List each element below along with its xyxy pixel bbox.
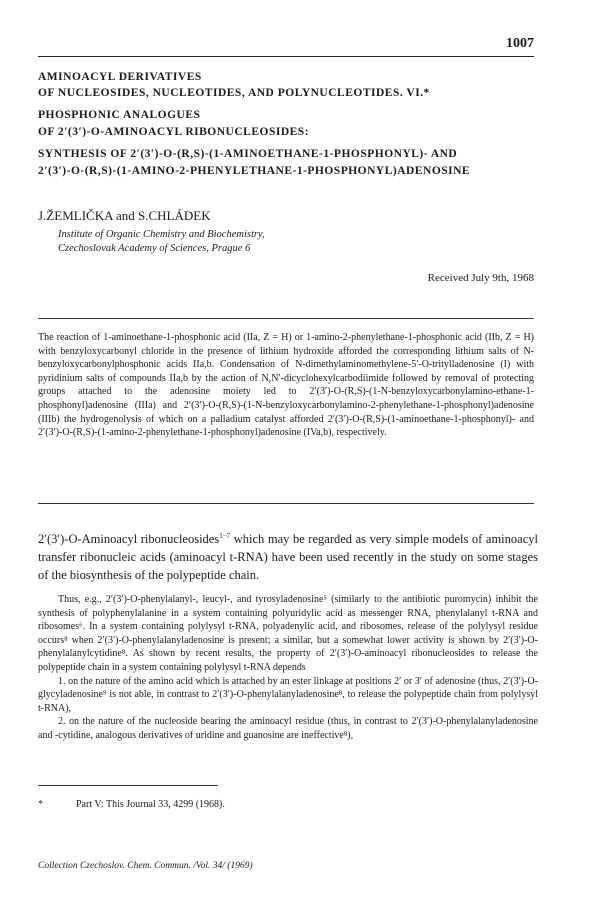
abstract-bottom-rule [38, 503, 534, 504]
authors: J.ŽEMLIČKA and S.CHLÁDEK [38, 208, 211, 223]
abstract-top-rule [38, 318, 534, 319]
abstract: The reaction of 1-aminoethane-1-phosphonic acid (IIa, Z = H) or 1-amino-2-phenylethane-1-phosphonic acid (IIb, Z = H) with benzyloxycarbonyl chloride in the presence of lithium hydroxide afforded the corresponding lithium salts of N-benzyloxycarbonylphosphonic acids IIa,b. Condensation of N-dimethylaminomethylene-5′-O-tritylladenosine (I) with pyridinium salts of compounds IIa,b by the action of N,N′-dicyclohexylcarbodiimide followed by removal of protecting groups attached to the adenosine moiety led to 2′(3′)-O-(R,S)-(1-N-benzyloxycarbonylamino-ethane-1-phosphonyl)adenosine (IIIa) and 2′(3′)-O-(R,S)-(1-N-benzyloxycarbonylamino-2-phenylethane-1-phosphonyl)adenosine (IIIb) the hydrogenolysis of which on a palladium catalyst afforded 2′(3′)-O-(R,S)-(1-aminoethane-1-phosphonyl)- and 2′(3′)-O-(R,S)-(1-amino-2-phenylethane-1-phosphonyl)adenosine (IVa,b), respectively. [38, 332, 534, 439]
received-date: Received July 9th, 1968 [427, 272, 534, 284]
title-line-4: OF 2′(3′)-O-AMINOACYL RIBONUCLEOSIDES: [38, 126, 310, 138]
affiliation-line-1: Institute of Organic Chemistry and Biochemistry, [58, 229, 265, 240]
footnote-mark: * [38, 799, 43, 810]
page-number: 1007 [506, 36, 534, 51]
intro-text-start: 2′(3′)-O-Aminoacyl ribonucleosides [38, 532, 220, 546]
title-line-2: OF NUCLEOSIDES, NUCLEOTIDES, AND POLYNUCLEOTIDES. VI.* [38, 87, 430, 99]
footnote-text: Part V: This Journal 33, 4299 (1968). [76, 799, 225, 810]
intro-text-end: which may be regarded as very simple models of aminoacyl transfer ribonucleic acids (aminoacyl t-RNA) have been used recently in the study on some stages of the biosynthesis of the polypeptide chain. [38, 532, 538, 582]
title-line-3: PHOSPHONIC ANALOGUES [38, 109, 201, 121]
header-rule [38, 56, 534, 57]
body-paragraph: 2. on the nature of the nucleoside bearing the aminoacyl residue (thus, in contrast to 2′(3′)-O-phenylalanyladenosine and -cytidine, analogous derivatives of uridine and guanosine are ineffective⁸), [38, 716, 538, 741]
affiliation [58, 228, 265, 256]
title-line-6: 2′(3′)-O-(R,S)-(1-AMINO-2-PHENYLETHANE-1-PHOSPHONYL)ADENOSINE [38, 165, 471, 177]
title-line-1: AMINOACYL DERIVATIVES [38, 71, 202, 83]
affiliation-line-2: Czechoslovak Academy of Sciences, Prague 6 [58, 243, 251, 254]
body-paragraph: 1. on the nature of the amino acid which is attached by an ester linkage at positions 2′ or 3′ of adenosine (thus, 2′(3′)-O-glycyladenosine⁹ is not able, in contrast to 2′(3′)-O-phenylalanyladenosine⁸, to release the polypeptide chain from polylysyl t-RNA), [38, 675, 538, 714]
footnote-rule [38, 785, 218, 786]
intro-paragraph [38, 530, 538, 584]
journal-reference: Collection Czechoslov. Chem. Commun. /Vol. 34/ (1969) [38, 861, 253, 871]
intro-citation: 1−7 [219, 531, 231, 540]
body-text [38, 593, 538, 743]
footnote [38, 799, 225, 810]
title-line-5: SYNTHESIS OF 2′(3′)-O-(R,S)-(1-AMINOETHANE-1-PHOSPHONYL)- AND [38, 148, 458, 160]
body-paragraph: Thus, e.g., 2′(3′)-O-phenylalanyl-, leucyl-, and tyrosyladenosine⁵ (similarly to the antibiotic puromycin) inhibit the synthesis of polyphenylalanine in a system containing polyuridylic acid as messenger RNA, phenylalanyl t-RNA and ribosomes⁶. In a system containing polylysyl t-RNA, polyadenylic acid, and ribosomes, release of the polylysyl residue occurs⁸ when 2′(3′)-O-phenylalanyladenosine is present; a similar, but a somewhat lower activity is shown by 2′(3′)-O-phenylalanylcytidine⁸. As shown by recent results, the property of 2′(3′)-O-aminoacyl ribonucleosides to release the polypeptide chain in a system containing polylysyl t-RNA depends [38, 594, 538, 673]
